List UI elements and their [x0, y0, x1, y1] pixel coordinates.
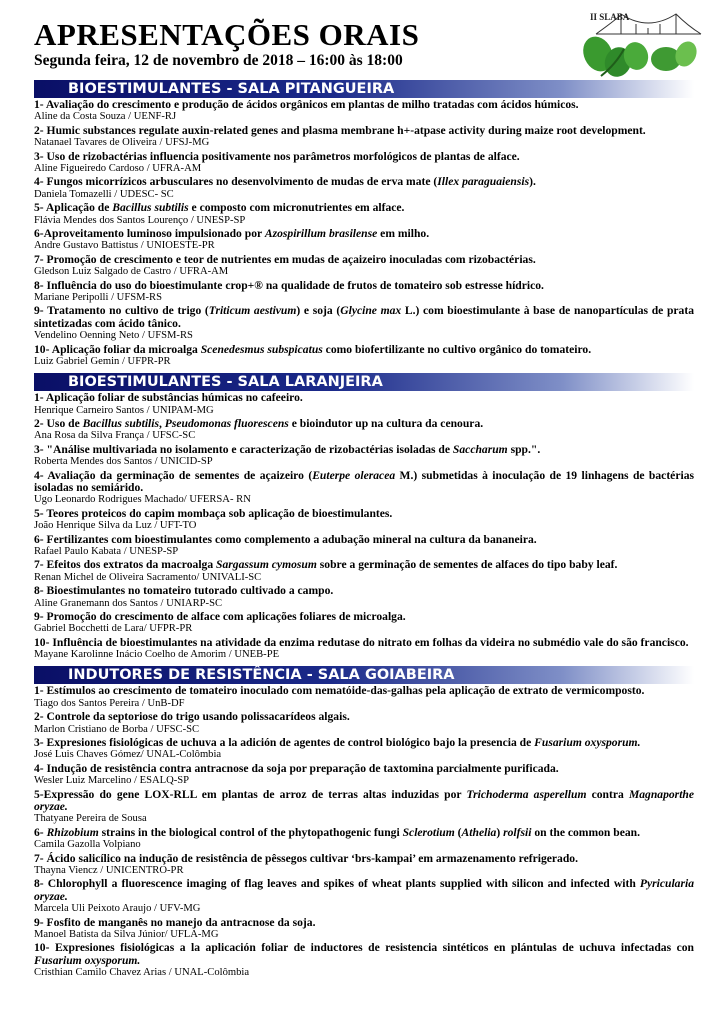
presentation-author: Marcela Uli Peixoto Araujo / UFV-MG [34, 903, 201, 915]
presentation-item [34, 344, 694, 368]
presentation-title: 8- Influência do uso do bioestimulante crop+® na qualidade de frutos de tomateiro sob estresse hídrico. [34, 278, 544, 292]
presentation-item [34, 878, 694, 914]
presentation-item [34, 151, 694, 175]
presentation-author: João Henrique Silva da Luz / UFT-TO [34, 520, 197, 532]
presentation-item [34, 827, 694, 851]
presentation-title: 10- Influência de bioestimulantes na atividade da enzima redutase do nitrato em folhas da videira no submédio vale do são francisco. [34, 635, 689, 649]
presentation-author: Mariane Peripolli / UFSM-RS [34, 291, 163, 303]
presentation-item [34, 685, 694, 709]
presentation-title: 1- Avaliação do crescimento e produção de ácidos orgânicos em plantas de milho tratadas com ácidos húmicos. [34, 98, 579, 111]
presentation-title: 6- Rhizobium strains in the biological control of the phytopathogenic fungi Sclerotium (Athelia) rolfsii on the common bean. [34, 825, 641, 839]
presentation-author: Luiz Gabriel Gemin / UFPR-PR [34, 355, 171, 367]
presentation-title: 9- Tratamento no cultivo de trigo (Triticum aestivum) e soja (Glycine max L.) com bioestimulante à base de nanopartículas de prata sintetizadas com ácido tânico. [34, 304, 695, 330]
presentation-author: Rafael Paulo Kabata / UNESP-SP [34, 545, 179, 557]
page-header [34, 18, 554, 70]
presentation-title: 10- Expresiones fisiológicas a la aplicación foliar de inductores de resistencia sintéticos en plántulas de uchuva infectadas con Fusarium oxysporum. [34, 941, 694, 967]
presentation-author: Flávia Mendes dos Santos Lourenço / UNESP-SP [34, 214, 246, 226]
section-title: BIOESTIMULANTES - SALA LARANJEIRA [34, 373, 694, 391]
presentation-item [34, 254, 694, 278]
presentation-item [34, 444, 694, 468]
presentation-author: Aline Figueiredo Cardoso / UFRA-AM [34, 163, 202, 174]
presentation-author: Manoel Batista da Silva Júnior/ UFLA-MG [34, 928, 219, 940]
presentation-item [34, 789, 694, 825]
page-title: APRESENTAÇÕES ORAIS [34, 17, 420, 52]
presentation-item [34, 228, 694, 252]
presentation-item [34, 711, 694, 735]
presentation-item [34, 280, 694, 304]
event-logo [576, 4, 706, 84]
presentation-title: 2- Controle da septoriose do trigo usando polissacarídeos algais. [34, 710, 350, 724]
presentation-title: 6-Aproveitamento luminoso impulsionado por Azospirillum brasilense em milho. [34, 226, 430, 240]
presentation-title: 1- Aplicação foliar de substâncias húmicas no cafeeiro. [34, 391, 303, 405]
presentation-item [34, 942, 694, 978]
presentation-author: Tiago dos Santos Pereira / UnB-DF [34, 697, 185, 709]
presentation-author: Gledson Luiz Salgado de Castro / UFRA-AM [34, 266, 229, 278]
presentation-item [34, 585, 694, 609]
presentation-title: 3- Uso de rizobactérias influencia positivamente nos parâmetros morfológicos de plantas de alface. [34, 149, 520, 163]
presentation-title: 5-Expressão do gene LOX-RLL em plantas de arroz de terras altas induzidas por Trichoderma asperellum contra Magnaporthe oryzae. [34, 787, 695, 813]
presentation-title: 6- Fertilizantes com bioestimulantes como complemento a adubação mineral na cultura da bananeira. [34, 532, 537, 546]
presentation-item [34, 637, 694, 661]
presentation-author: Cristhian Camilo Chavez Arias / UNAL-Colômbia [34, 967, 250, 979]
presentation-author: Aline da Costa Souza / UENF-RJ [34, 111, 177, 123]
presentation-title: 9- Promoção do crescimento de alface com aplicações foliares de microalga. [34, 609, 406, 623]
presentation-author: Thayna Viencz / UNICENTRO-PR [34, 864, 184, 876]
presentation-author: Henrique Carneiro Santos / UNIPAM-MG [34, 404, 214, 416]
presentation-title: 5- Aplicação de Bacillus subtilis e composto com micronutrientes em alface. [34, 201, 405, 215]
presentation-item [34, 508, 694, 532]
presentation-author: Marlon Cristiano de Borba / UFSC-SC [34, 723, 200, 735]
presentation-item [34, 125, 694, 149]
presentation-title: 1- Estímulos ao crescimento de tomateiro inoculado com nematóide-das-galhas pela aplicação de extrato de vermicomposto. [34, 684, 645, 698]
session-section [34, 373, 694, 660]
presentation-item [34, 470, 694, 506]
presentation-title: 3- Expresiones fisiológicas de uchuva a la adición de agentes de control biológico bajo la presencia de Fusarium oxysporum. [34, 735, 641, 749]
presentation-author: Ugo Leonardo Rodrigues Machado/ UFERSA- RN [34, 494, 251, 506]
presentation-author: Thatyane Pereira de Sousa [34, 813, 147, 825]
presentation-item [34, 305, 694, 341]
presentation-title: 2- Humic substances regulate auxin-related genes and plasma membrane h+-atpase activity during maize root development. [34, 123, 646, 137]
presentation-title: 2- Uso de Bacillus subtilis, Pseudomonas fluorescens e bioindutor up na cultura da cenoura. [34, 416, 484, 430]
presentation-author: Andre Gustavo Battistus / UNIOESTE-PR [34, 240, 215, 252]
presentation-item [34, 534, 694, 558]
presentation-title: 4- Indução de resistência contra antracnose da soja por preparação de taxtomina parcialmente purificada. [34, 761, 559, 775]
page-subtitle: Segunda feira, 12 de novembro de 2018 – 16:00 às 18:00 [34, 52, 403, 69]
section-title: BIOESTIMULANTES - SALA PITANGUEIRA [34, 80, 694, 98]
logo-text: II SLABA [590, 12, 630, 22]
program-content [34, 80, 694, 984]
presentation-title: 8- Chlorophyll a fluorescence imaging of flag leaves and spikes of wheat plants supplied with silicon and infected with Pyricularia oryzae. [34, 877, 694, 903]
presentation-title: 8- Bioestimulantes no tomateiro tutorado cultivado a campo. [34, 584, 334, 598]
presentation-item [34, 917, 694, 941]
presentation-title: 9- Fosfito de manganês no manejo da antracnose da soja. [34, 915, 316, 929]
presentation-item [34, 737, 694, 761]
presentation-author: Vendelino Oenning Neto / UFSM-RS [34, 330, 193, 342]
presentation-item [34, 99, 694, 123]
presentation-author: Wesler Luiz Marcelino / ESALQ-SP [34, 775, 190, 787]
session-section [34, 80, 694, 367]
presentation-item [34, 392, 694, 416]
presentation-author: Daniela Tomazelli / UDESC- SC [34, 188, 174, 200]
presentation-author: Mayane Karolinne Inácio Coelho de Amorim / UNEB-PE [34, 649, 280, 661]
presentation-title: 7- Promoção de crescimento e teor de nutrientes em mudas de açaizeiro inoculadas com rizobactérias. [34, 252, 536, 266]
presentation-item [34, 611, 694, 635]
presentation-author: Natanael Tavares de Oliveira / UFSJ-MG [34, 137, 210, 149]
presentation-author: Roberta Mendes dos Santos / UNICID-SP [34, 456, 213, 468]
session-section [34, 666, 694, 978]
presentation-author: Ana Rosa da Silva França / UFSC-SC [34, 430, 196, 442]
presentation-title: 7- Efeitos dos extratos da macroalga Sargassum cymosum sobre a germinação de sementes de alfaces do tipo baby leaf. [34, 558, 618, 572]
presentation-item [34, 853, 694, 877]
presentation-author: José Luis Chaves Gómez/ UNAL-Colômbia [34, 749, 222, 761]
presentation-item [34, 418, 694, 442]
presentation-title: 3- "Análise multivariada no isolamento e caracterização de rizobactérias isoladas de Saccharum spp.". [34, 442, 541, 456]
presentation-author: Aline Granemann dos Santos / UNIARP-SC [34, 597, 223, 609]
presentation-author: Renan Michel de Oliveira Sacramento/ UNIVALI-SC [34, 571, 262, 583]
presentation-title: 5- Teores proteicos do capim mombaça sob aplicação de bioestimulantes. [34, 506, 393, 520]
presentation-item [34, 763, 694, 787]
presentation-title: 10- Aplicação foliar da microalga Scenedesmus subspicatus como biofertilizante no cultivo orgânico do tomateiro. [34, 342, 592, 356]
presentation-item [34, 559, 694, 583]
presentation-item [34, 176, 694, 200]
presentation-author: Gabriel Bocchetti de Lara/ UFPR-PR [34, 623, 193, 635]
presentation-title: 4- Avaliação da germinação de sementes de açaizeiro (Euterpe oleracea M.) submetidas à inoculação de 19 linhagens de bactérias isoladas no semiárido. [34, 468, 695, 494]
section-title: INDUTORES DE RESISTÊNCIA - SALA GOIABEIRA [34, 666, 694, 684]
presentation-item [34, 202, 694, 226]
presentation-title: 4- Fungos micorrízicos arbusculares no desenvolvimento de mudas de erva mate (Illex paraguaiensis). [34, 175, 536, 189]
presentation-author: Camila Gazolla Volpiano [34, 839, 141, 851]
presentation-title: 7- Ácido salicílico na indução de resistência de pêssegos cultivar ‘brs-kampai’ em armazenamento refrigerado. [34, 851, 578, 865]
